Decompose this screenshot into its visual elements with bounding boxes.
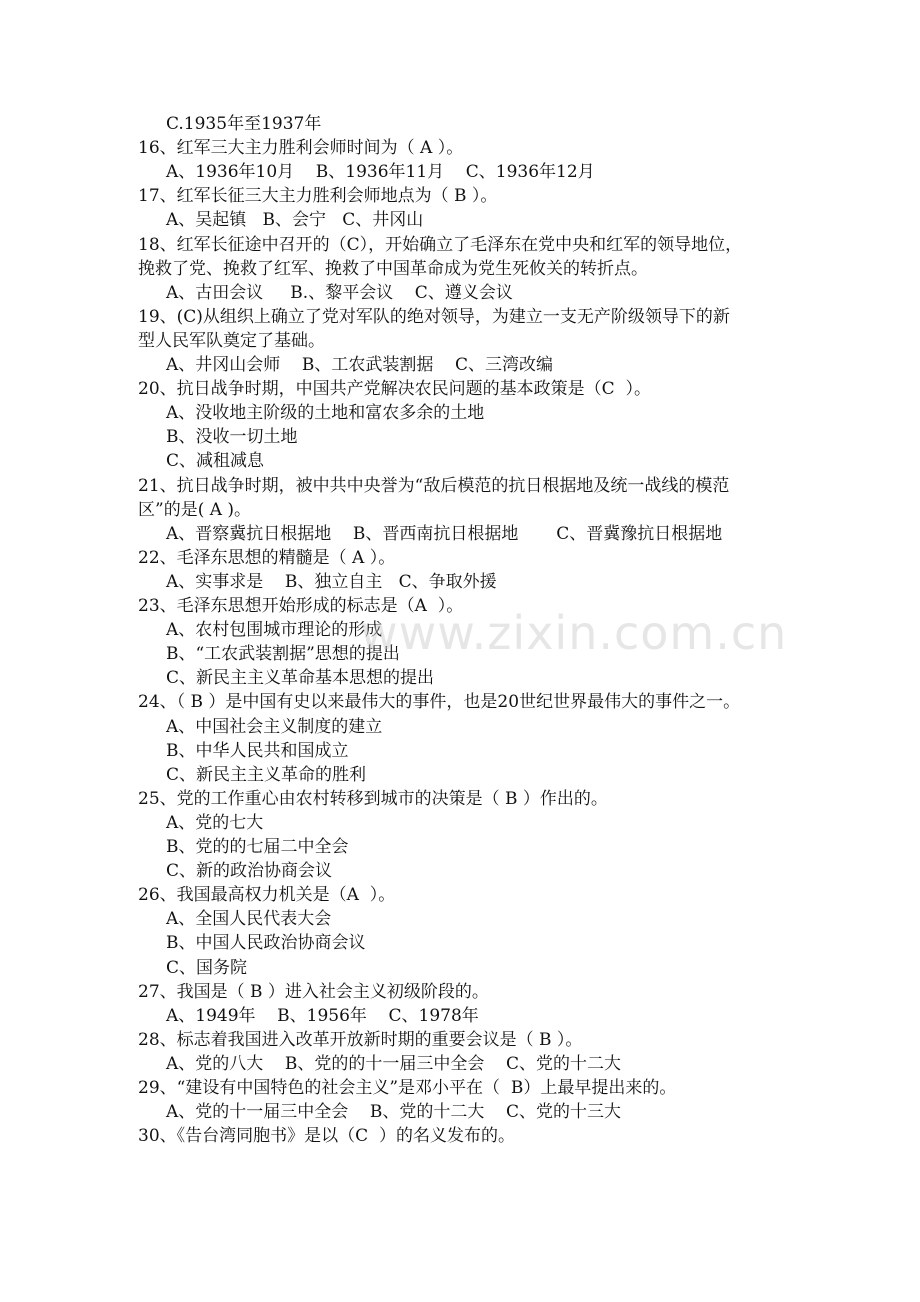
answer-option-line: C、国务院 [166,957,248,978]
answer-option-line: A、党的七大 [166,812,264,833]
question-line: 28、标志着我国进入改革开放新时期的重要会议是（ B ）。 [138,1029,583,1050]
answer-option-line: A、党的八大 B、党的的十一届三中全会 C、党的十二大 [166,1053,622,1074]
answer-option-line: C、减租减息 [166,451,265,472]
answer-option-line: B、“工农武装割据”思想的提出 [166,644,400,665]
question-line: 挽救了党、挽救了红军、挽救了中国革命成为党生死攸关的转折点。 [138,258,648,279]
answer-option-line: B、中国人民政治协商会议 [166,933,366,954]
answer-option-line: C.1935年至1937年 [166,114,322,134]
answer-option-line: A、没收地主阶级的土地和富农多余的土地 [166,403,485,424]
answer-option-line: A、农村包围城市理论的形成 [166,620,383,641]
answer-option-line: A、全国人民代表大会 [166,909,332,930]
answer-option-line: B、中华人民共和国成立 [166,740,349,761]
answer-option-line: B、党的的七届二中全会 [166,837,349,857]
question-line: 21、抗日战争时期，被中共中央誉为“敌后模范的抗日根据地及统一战线的模范 [138,475,730,496]
question-line: 27、我国是（ B ）进入社会主义初级阶段的。 [138,981,489,1002]
watermark: www.zixin.com.cn [360,606,788,660]
question-line: 17、红军长征三大主力胜利会师地点为（ B ）。 [138,186,498,207]
question-line: 26、我国最高权力机关是（A ）。 [138,885,396,906]
question-line: 25、党的工作重心由农村转移到城市的决策是（ B ）作出的。 [138,788,608,809]
answer-option-line: C、新民主主义革命基本思想的提出 [166,668,435,689]
answer-option-line: C、新的政治协商会议 [166,861,333,882]
answer-option-line: A、党的十一届三中全会 B、党的十二大 C、党的十三大 [166,1102,622,1123]
question-line: 型人民军队奠定了基础。 [138,330,325,351]
question-line: 区”的是( A )。 [138,499,252,520]
answer-option-line: B、没收一切土地 [166,427,298,448]
answer-option-line: A、实事求是 B、独立自主 C、争取外援 [166,571,497,592]
answer-option-line: A、1949年 B、1956年 C、1978年 [166,1005,479,1026]
question-line: 18、红军长征途中召开的（C），开始确立了毛泽东在党中央和红军的领导地位， [138,234,743,255]
answer-option-line: A、1936年10月 B、1936年11月 C、1936年12月 [166,162,595,183]
answer-option-line: C、新民主主义革命的胜利 [166,764,367,785]
question-line: 19、(C)从组织上确立了党对军队的绝对领导，为建立一支无产阶级领导下的新 [138,306,730,327]
answer-option-line: A、晋察冀抗日根据地 B、晋西南抗日根据地 C、晋冀豫抗日根据地 [166,523,723,544]
answer-option-line: A、古田会议 B.、黎平会议 C、遵义会议 [166,282,513,303]
answer-option-line: A、中国社会主义制度的建立 [166,716,383,737]
answer-option-line: A、井冈山会师 B、工农武装割据 C、三湾改编 [166,355,554,375]
answer-option-line: A、吴起镇 B、会宁 C、井冈山 [166,210,424,231]
question-line: 24、（ B ）是中国有史以来最伟大的事件，也是20世纪世界最伟大的事件之一。 [138,692,741,713]
question-line: 30、《告台湾同胞书》是以（C ）的名义发布的。 [138,1126,515,1147]
question-line: 22、毛泽东思想的精髓是（ A ）。 [138,547,396,568]
question-line: 23、毛泽东思想开始形成的标志是（A ）。 [138,596,464,616]
question-line: 16、红军三大主力胜利会师时间为（ A ）。 [138,138,464,159]
question-line: 20、抗日战争时期，中国共产党解决农民问题的基本政策是（C ）。 [138,379,651,400]
question-line: 29、“建设有中国特色的社会主义”是邓小平在（ B）上最早提出来的。 [138,1078,677,1098]
